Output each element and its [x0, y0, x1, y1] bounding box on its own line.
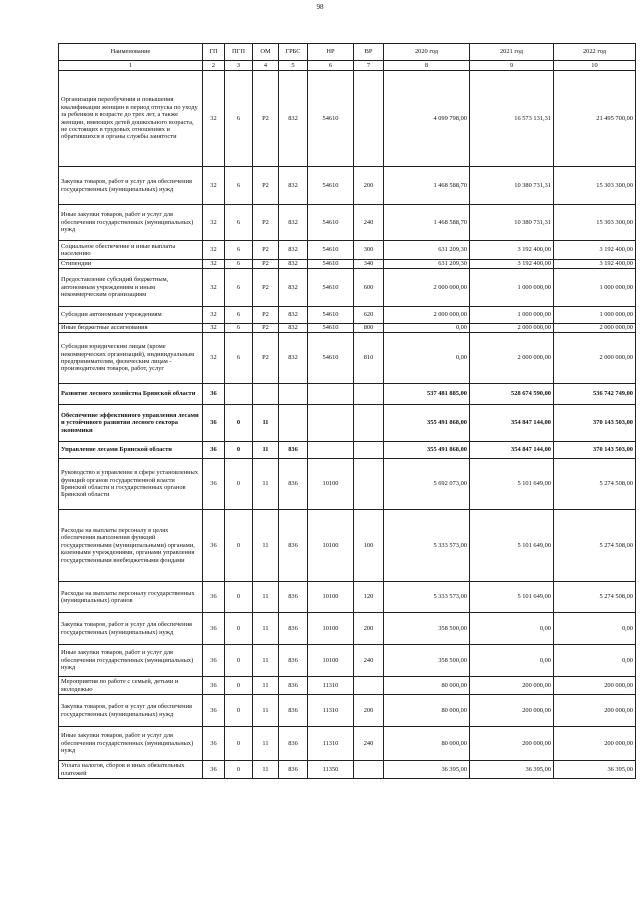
- row-name: Расходы на выплаты персоналу в целях обеспечения выполнения функций государственными (муниципальными) органами, казенными учреждениями, органами управления государственными внебюджетными фондами: [59, 510, 203, 582]
- pgp-code: 0: [225, 761, 253, 779]
- pgp-code: 0: [225, 727, 253, 761]
- amount-2021: 1 000 000,00: [470, 269, 554, 307]
- amount-2021: 0,00: [470, 613, 554, 645]
- amount-2022: 200 000,00: [554, 677, 636, 695]
- grbs-code: [279, 384, 308, 405]
- amount-2022: 1 000 000,00: [554, 269, 636, 307]
- amount-2021: 528 674 590,00: [470, 384, 554, 405]
- pgp-code: 0: [225, 677, 253, 695]
- column-header: ПГП: [225, 44, 253, 61]
- gp-code: 36: [203, 582, 225, 613]
- om-code: 11: [253, 613, 279, 645]
- table-row: [59, 677, 636, 695]
- vr-code: [354, 71, 384, 167]
- om-code: 11: [253, 442, 279, 459]
- column-number: 5: [279, 61, 308, 71]
- nr-code: 54610: [308, 324, 354, 333]
- om-code: P2: [253, 269, 279, 307]
- column-header: ГП: [203, 44, 225, 61]
- nr-code: 54610: [308, 260, 354, 269]
- amount-2020: 355 491 868,00: [384, 442, 470, 459]
- vr-code: [354, 442, 384, 459]
- om-code: P2: [253, 260, 279, 269]
- nr-code: 11310: [308, 695, 354, 727]
- nr-code: [308, 405, 354, 442]
- amount-2020: 355 491 868,00: [384, 405, 470, 442]
- amount-2021: 1 000 000,00: [470, 307, 554, 324]
- amount-2022: 200 000,00: [554, 727, 636, 761]
- table-row: [59, 260, 636, 269]
- amount-2020: 4 099 798,00: [384, 71, 470, 167]
- column-number: 3: [225, 61, 253, 71]
- gp-code: 36: [203, 761, 225, 779]
- vr-code: [354, 459, 384, 510]
- gp-code: 36: [203, 510, 225, 582]
- gp-code: 32: [203, 269, 225, 307]
- pgp-code: [225, 384, 253, 405]
- table-row: [59, 459, 636, 510]
- gp-code: 32: [203, 324, 225, 333]
- table-row: [59, 695, 636, 727]
- gp-code: 32: [203, 333, 225, 384]
- amount-2021: 354 847 144,00: [470, 405, 554, 442]
- vr-code: 240: [354, 205, 384, 241]
- table-row: [59, 324, 636, 333]
- amount-2021: 200 000,00: [470, 727, 554, 761]
- amount-2020: 358 500,00: [384, 613, 470, 645]
- column-number-row: [59, 61, 636, 71]
- grbs-code: 832: [279, 260, 308, 269]
- amount-2020: 358 500,00: [384, 645, 470, 677]
- grbs-code: 836: [279, 645, 308, 677]
- vr-code: 240: [354, 727, 384, 761]
- amount-2022: 370 143 503,00: [554, 405, 636, 442]
- nr-code: 10100: [308, 645, 354, 677]
- column-number: 9: [470, 61, 554, 71]
- amount-2022: 21 495 700,00: [554, 71, 636, 167]
- pgp-code: 6: [225, 167, 253, 205]
- nr-code: 54610: [308, 333, 354, 384]
- gp-code: 32: [203, 307, 225, 324]
- om-code: 11: [253, 510, 279, 582]
- grbs-code: 832: [279, 167, 308, 205]
- amount-2022: 2 000 000,00: [554, 324, 636, 333]
- om-code: 11: [253, 459, 279, 510]
- grbs-code: [279, 405, 308, 442]
- row-name: Закупка товаров, работ и услуг для обеспечения государственных (муниципальных) нужд: [59, 695, 203, 727]
- table-row: [59, 727, 636, 761]
- om-code: P2: [253, 333, 279, 384]
- amount-2020: 80 000,00: [384, 727, 470, 761]
- gp-code: 36: [203, 677, 225, 695]
- row-name: Иные закупки товаров, работ и услуг для обеспечения государственных (муниципальных) нужд: [59, 205, 203, 241]
- nr-code: 54610: [308, 307, 354, 324]
- column-header: 2020 год: [384, 44, 470, 61]
- om-code: 11: [253, 695, 279, 727]
- row-name: Уплата налогов, сборов и иных обязательных платежей: [59, 761, 203, 779]
- vr-code: 600: [354, 269, 384, 307]
- amount-2020: 5 333 573,00: [384, 582, 470, 613]
- row-name: Стипендии: [59, 260, 203, 269]
- grbs-code: 836: [279, 677, 308, 695]
- column-header: ВР: [354, 44, 384, 61]
- row-name: Субсидии автономным учреждениям: [59, 307, 203, 324]
- nr-code: 10100: [308, 613, 354, 645]
- table-row: [59, 307, 636, 324]
- vr-code: [354, 405, 384, 442]
- column-header: НР: [308, 44, 354, 61]
- grbs-code: 832: [279, 205, 308, 241]
- table-row: [59, 205, 636, 241]
- pgp-code: 6: [225, 71, 253, 167]
- pgp-code: 0: [225, 613, 253, 645]
- table-row: [59, 761, 636, 779]
- grbs-code: 832: [279, 333, 308, 384]
- om-code: 11: [253, 761, 279, 779]
- table-header-row: [59, 44, 636, 61]
- amount-2020: 0,00: [384, 324, 470, 333]
- pgp-code: 6: [225, 269, 253, 307]
- grbs-code: 832: [279, 324, 308, 333]
- amount-2020: 80 000,00: [384, 677, 470, 695]
- amount-2020: 5 333 573,00: [384, 510, 470, 582]
- amount-2021: 2 000 000,00: [470, 324, 554, 333]
- vr-code: 100: [354, 510, 384, 582]
- om-code: 11: [253, 405, 279, 442]
- nr-code: 54610: [308, 205, 354, 241]
- table-row: [59, 582, 636, 613]
- amount-2021: 5 101 649,00: [470, 459, 554, 510]
- vr-code: 200: [354, 695, 384, 727]
- gp-code: 36: [203, 405, 225, 442]
- gp-code: 36: [203, 695, 225, 727]
- amount-2020: 1 468 588,70: [384, 167, 470, 205]
- amount-2021: 200 000,00: [470, 695, 554, 727]
- amount-2022: 1 000 000,00: [554, 307, 636, 324]
- vr-code: 120: [354, 582, 384, 613]
- amount-2022: 370 143 503,00: [554, 442, 636, 459]
- pgp-code: 6: [225, 260, 253, 269]
- grbs-code: 836: [279, 459, 308, 510]
- amount-2021: 2 000 000,00: [470, 333, 554, 384]
- amount-2022: 36 395,00: [554, 761, 636, 779]
- gp-code: 32: [203, 241, 225, 260]
- amount-2021: 3 192 400,00: [470, 241, 554, 260]
- amount-2020: 631 209,30: [384, 260, 470, 269]
- row-name: Социальное обеспечение и иные выплаты населению: [59, 241, 203, 260]
- grbs-code: 832: [279, 241, 308, 260]
- nr-code: 10100: [308, 582, 354, 613]
- amount-2022: 2 000 000,00: [554, 333, 636, 384]
- amount-2021: 5 101 649,00: [470, 582, 554, 613]
- om-code: P2: [253, 167, 279, 205]
- amount-2020: 537 481 885,00: [384, 384, 470, 405]
- grbs-code: 836: [279, 510, 308, 582]
- vr-code: 200: [354, 167, 384, 205]
- om-code: 11: [253, 645, 279, 677]
- nr-code: 54610: [308, 167, 354, 205]
- vr-code: 340: [354, 260, 384, 269]
- vr-code: 240: [354, 645, 384, 677]
- amount-2021: 0,00: [470, 645, 554, 677]
- amount-2020: 5 692 073,00: [384, 459, 470, 510]
- om-code: 11: [253, 727, 279, 761]
- nr-code: 10100: [308, 459, 354, 510]
- table-row: [59, 613, 636, 645]
- gp-code: 32: [203, 205, 225, 241]
- row-name: Иные закупки товаров, работ и услуг для обеспечения государственных (муниципальных) нужд: [59, 645, 203, 677]
- column-header: 2022 год: [554, 44, 636, 61]
- vr-code: 810: [354, 333, 384, 384]
- row-name: Предоставление субсидий бюджетным, автономным учреждениям и иным некоммерческим организациям: [59, 269, 203, 307]
- table-row: [59, 333, 636, 384]
- amount-2021: 10 380 731,31: [470, 167, 554, 205]
- amount-2021: 354 847 144,00: [470, 442, 554, 459]
- amount-2022: 5 274 508,00: [554, 582, 636, 613]
- amount-2022: 536 742 749,00: [554, 384, 636, 405]
- vr-code: 200: [354, 613, 384, 645]
- table-row: [59, 405, 636, 442]
- amount-2022: 5 274 508,00: [554, 510, 636, 582]
- nr-code: 10100: [308, 510, 354, 582]
- column-number: 4: [253, 61, 279, 71]
- row-name: Организация переобучения и повышения квалификации женщин в период отпуска по уходу за ребенком в возрасте до трех лет, а также женщин, имеющих детей дошкольного возраста, не состоящих в трудовых отношениях и обратившихся в органы службы занятости: [59, 71, 203, 167]
- amount-2021: 10 380 731,31: [470, 205, 554, 241]
- gp-code: 36: [203, 459, 225, 510]
- om-code: P2: [253, 307, 279, 324]
- column-number: 1: [59, 61, 203, 71]
- gp-code: 32: [203, 71, 225, 167]
- pgp-code: 6: [225, 241, 253, 260]
- column-number: 2: [203, 61, 225, 71]
- gp-code: 36: [203, 384, 225, 405]
- column-header: ГРБС: [279, 44, 308, 61]
- nr-code: 11310: [308, 727, 354, 761]
- grbs-code: 832: [279, 71, 308, 167]
- amount-2022: 0,00: [554, 613, 636, 645]
- table-row: [59, 384, 636, 405]
- column-header: Наименование: [59, 44, 203, 61]
- pgp-code: 0: [225, 645, 253, 677]
- amount-2020: 1 468 588,70: [384, 205, 470, 241]
- page-number: 98: [316, 3, 324, 11]
- amount-2022: 5 274 508,00: [554, 459, 636, 510]
- grbs-code: 832: [279, 269, 308, 307]
- row-name: Обеспечение эффективного управления лесами и устойчивого развития лесного сектора экономики: [59, 405, 203, 442]
- amount-2021: 16 573 131,31: [470, 71, 554, 167]
- amount-2020: 2 000 000,00: [384, 307, 470, 324]
- table-row: [59, 645, 636, 677]
- pgp-code: 6: [225, 333, 253, 384]
- amount-2022: 200 000,00: [554, 695, 636, 727]
- amount-2022: 3 192 400,00: [554, 241, 636, 260]
- vr-code: [354, 677, 384, 695]
- row-name: Иные бюджетные ассигнования: [59, 324, 203, 333]
- pgp-code: 0: [225, 442, 253, 459]
- row-name: Закупка товаров, работ и услуг для обеспечения государственных (муниципальных) нужд: [59, 613, 203, 645]
- column-number: 7: [354, 61, 384, 71]
- pgp-code: 6: [225, 205, 253, 241]
- nr-code: 54610: [308, 71, 354, 167]
- amount-2021: 3 192 400,00: [470, 260, 554, 269]
- vr-code: 620: [354, 307, 384, 324]
- amount-2021: 5 101 649,00: [470, 510, 554, 582]
- grbs-code: 836: [279, 613, 308, 645]
- amount-2020: 631 209,30: [384, 241, 470, 260]
- pgp-code: 0: [225, 459, 253, 510]
- amount-2022: 0,00: [554, 645, 636, 677]
- row-name: Руководство и управление в сфере установленных функций органов государственной власти Брянской области и государственных органов Брянской области: [59, 459, 203, 510]
- pgp-code: 0: [225, 695, 253, 727]
- pgp-code: 0: [225, 405, 253, 442]
- column-number: 8: [384, 61, 470, 71]
- grbs-code: 836: [279, 695, 308, 727]
- grbs-code: 836: [279, 582, 308, 613]
- om-code: 11: [253, 677, 279, 695]
- budget-table: [58, 43, 636, 779]
- gp-code: 36: [203, 613, 225, 645]
- row-name: Закупка товаров, работ и услуг для обеспечения государственных (муниципальных) нужд: [59, 167, 203, 205]
- amount-2020: 2 000 000,00: [384, 269, 470, 307]
- vr-code: [354, 384, 384, 405]
- row-name: Мероприятия по работе с семьей, детьми и молодежью: [59, 677, 203, 695]
- grbs-code: 836: [279, 442, 308, 459]
- nr-code: 11350: [308, 761, 354, 779]
- pgp-code: 6: [225, 307, 253, 324]
- gp-code: 36: [203, 645, 225, 677]
- vr-code: 300: [354, 241, 384, 260]
- nr-code: 11310: [308, 677, 354, 695]
- pgp-code: 0: [225, 510, 253, 582]
- amount-2022: 3 192 400,00: [554, 260, 636, 269]
- grbs-code: 836: [279, 761, 308, 779]
- table-row: [59, 71, 636, 167]
- amount-2020: 36 395,00: [384, 761, 470, 779]
- amount-2021: 36 395,00: [470, 761, 554, 779]
- grbs-code: 832: [279, 307, 308, 324]
- nr-code: 54610: [308, 241, 354, 260]
- row-name: Иные закупки товаров, работ и услуг для обеспечения государственных (муниципальных) нужд: [59, 727, 203, 761]
- gp-code: 36: [203, 442, 225, 459]
- table-row: [59, 510, 636, 582]
- om-code: P2: [253, 324, 279, 333]
- amount-2020: 80 000,00: [384, 695, 470, 727]
- amount-2021: 200 000,00: [470, 677, 554, 695]
- nr-code: [308, 384, 354, 405]
- vr-code: 800: [354, 324, 384, 333]
- om-code: P2: [253, 205, 279, 241]
- column-number: 6: [308, 61, 354, 71]
- row-name: Субсидии юридическим лицам (кроме некоммерческих организаций), индивидуальным предпринимателям, физическим лицам - производителям товаров, работ, услуг: [59, 333, 203, 384]
- grbs-code: 836: [279, 727, 308, 761]
- column-header: 2021 год: [470, 44, 554, 61]
- om-code: P2: [253, 241, 279, 260]
- om-code: P2: [253, 71, 279, 167]
- om-code: 11: [253, 582, 279, 613]
- vr-code: [354, 761, 384, 779]
- pgp-code: 0: [225, 582, 253, 613]
- column-number: 10: [554, 61, 636, 71]
- gp-code: 36: [203, 727, 225, 761]
- nr-code: [308, 442, 354, 459]
- table-row: [59, 167, 636, 205]
- row-name: Управление лесами Брянской области: [59, 442, 203, 459]
- gp-code: 32: [203, 260, 225, 269]
- gp-code: 32: [203, 167, 225, 205]
- nr-code: 54610: [308, 269, 354, 307]
- amount-2022: 15 303 300,00: [554, 167, 636, 205]
- amount-2022: 15 303 300,00: [554, 205, 636, 241]
- table-row: [59, 442, 636, 459]
- row-name: Развитие лесного хозяйства Брянской области: [59, 384, 203, 405]
- amount-2020: 0,00: [384, 333, 470, 384]
- table-row: [59, 241, 636, 260]
- pgp-code: 6: [225, 324, 253, 333]
- row-name: Расходы на выплаты персоналу государственных (муниципальных) органов: [59, 582, 203, 613]
- om-code: [253, 384, 279, 405]
- column-header: ОМ: [253, 44, 279, 61]
- table-row: [59, 269, 636, 307]
